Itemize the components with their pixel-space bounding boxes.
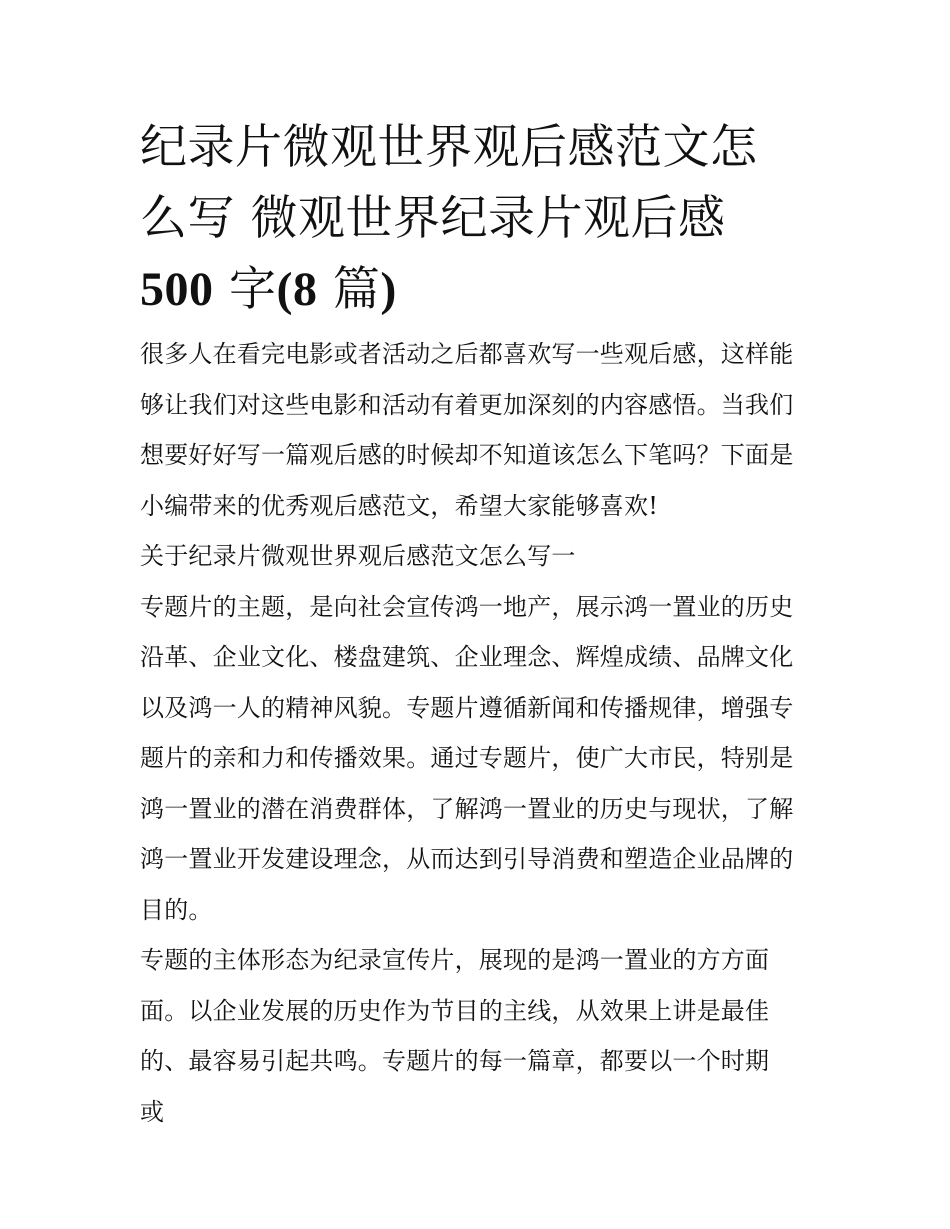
body-paragraph-1: 专题片的主题，是向社会宣传鸿一地产，展示鸿一置业的历史沿革、企业文化、楼盘建筑、企业理念、辉煌成绩、品牌文化以及鸿一人的精神风貌。专题片遵循新闻和传播规律，增强专题片的亲和力和传播效果。通过专题片，使广大市民，特别是鸿一置业的潜在消费群体，了解鸿一置业的历史与现状，了解鸿一置业开发建设理念，从而达到引导消费和塑造企业品牌的目的。 <box>140 592 794 924</box>
title-char-zi: 字 <box>213 262 277 317</box>
title-number-500: 500 <box>140 263 214 316</box>
title-line-1: 纪录片微观世界观后感范文怎 <box>140 120 758 175</box>
document-title <box>140 112 815 325</box>
title-line-2: 么写 微观世界纪录片观后感 <box>140 191 726 246</box>
title-number-8: (8 <box>276 263 318 316</box>
title-paren-close: ) <box>380 263 397 316</box>
section-heading: 关于纪录片微观世界观后感范文怎么写一 <box>140 542 576 570</box>
intro-paragraph: 很多人在看完电影或者活动之后都喜欢写一些观后感，这样能够让我们对这些电影和活动有着更加深刻的内容感悟。当我们想要好好写一篇观后感的时候却不知道该怎么下笔吗？下面是小编带来的优秀观后感范文，希望大家能够喜欢! <box>140 340 794 520</box>
document-body <box>140 112 815 1137</box>
body-paragraph-2: 专题的主体形态为纪录宣传片，展现的是鸿一置业的方方面面。以企业发展的历史作为节目的主线，从效果上讲是最佳的、最容易引起共鸣。专题片的每一篇章，都要以一个时期或 <box>140 946 770 1126</box>
title-char-pian: 篇 <box>317 262 381 317</box>
